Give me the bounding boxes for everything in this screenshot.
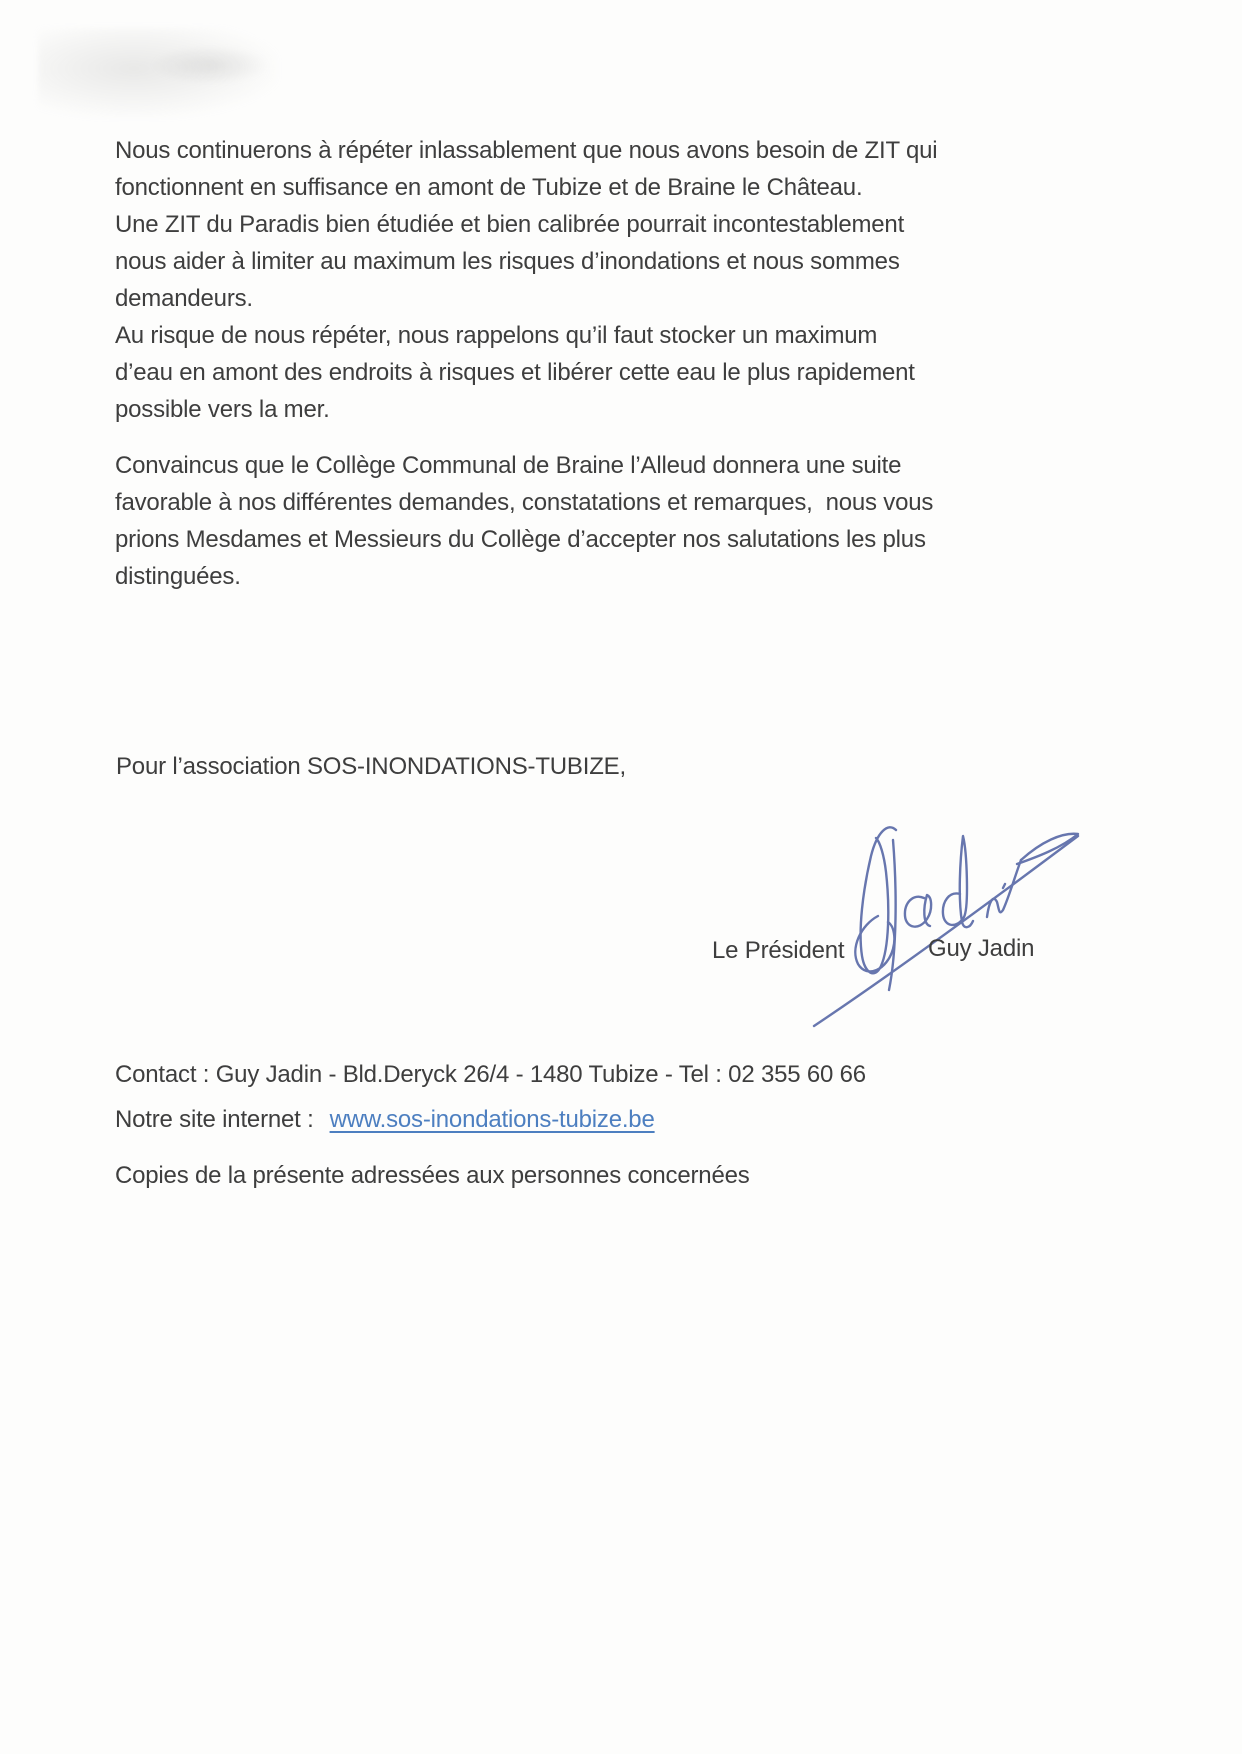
letter-line: demandeurs. [115, 285, 253, 312]
signature-printed-name: Guy Jadin [928, 935, 1035, 962]
letter-line: nous aider à limiter au maximum les risques d’inondations et nous sommes [115, 248, 900, 275]
letter-line: prions Mesdames et Messieurs du Collège d’accepter nos salutations les plus [115, 526, 926, 553]
letter-line: d’eau en amont des endroits à risques et libérer cette eau le plus rapidement [115, 359, 915, 386]
letter-line: Nous continuerons à répéter inlassablement que nous avons besoin de ZIT qui [115, 137, 938, 164]
letter-line: distinguées. [115, 563, 241, 590]
website-row [115, 1101, 655, 1138]
letter-line: fonctionnent en suffisance en amont de Tubize et de Braine le Château. [115, 174, 863, 201]
scan-artifact-smudge [150, 45, 270, 85]
letter-line: favorable à nos différentes demandes, constatations et remarques, nous vous [115, 489, 934, 516]
letter-line: Au risque de nous répéter, nous rappelons qu’il faut stocker un maximum [115, 322, 878, 349]
letter-line: Convaincus que le Collège Communal de Braine l’Alleud donnera une suite [115, 452, 902, 479]
signature-handwriting-jadin [700, 798, 1100, 1038]
website-label: Notre site internet : [115, 1106, 314, 1133]
letter-line: possible vers la mer. [115, 396, 330, 423]
letter-line: Une ZIT du Paradis bien étudiée et bien calibrée pourrait incontestablement [115, 211, 905, 238]
signature-title: Le Président [712, 937, 845, 964]
paragraph-salutations [115, 447, 975, 595]
website-link[interactable]: www.sos-inondations-tubize.be [329, 1106, 655, 1133]
contact-line: Contact : Guy Jadin - Bld.Deryck 26/4 - 1480 Tubize - Tel : 02 355 60 66 [115, 1061, 866, 1088]
scan-artifact-smudge [38, 28, 278, 118]
copies-line: Copies de la présente adressées aux personnes concernées [115, 1162, 750, 1189]
signature-ink-strokes [814, 827, 1078, 1026]
paragraph-zit-demandes [115, 132, 975, 428]
association-closing-line: Pour l’association SOS-INONDATIONS-TUBIZE, [116, 753, 626, 780]
